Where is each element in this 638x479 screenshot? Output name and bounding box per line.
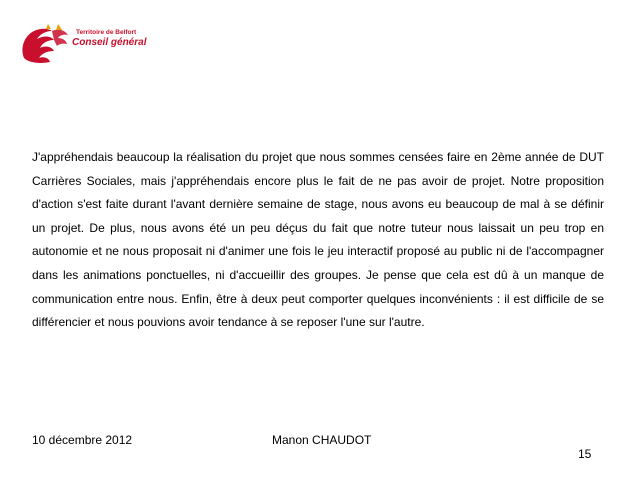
- logo-text-conseil: Conseil général: [72, 37, 147, 48]
- footer-date: 10 décembre 2012: [32, 433, 133, 447]
- logo: [18, 22, 148, 66]
- footer-author: Manon CHAUDOT: [272, 433, 372, 447]
- body-paragraph: J'appréhendais beaucoup la réalisation du projet que nous sommes censées faire en 2ème année de DUT Carrières Sociales, mais j'appréhendais encore plus le fait de ne pas avoir de projet. Notre proposition d'action s'est faite durant l'avant dernière semaine de stage, nous avons eu beaucoup de mal à se définir un projet. De plus, nous avons été un peu déçus du fait que notre tuteur nous laissait un peu trop en autonomie et ne nous proposait ni d'animer une fois le jeu interactif proposé au public ni de l'accompagner dans les animations ponctuelles, ni d'accueillir des groupes. Je pense que cela est dû à un manque de communication entre nous. Enfin, être à deux peut comporter quelques inconvénients : il est difficile de se différencier et nous pouvions avoir tendance à se reposer l'une sur l'autre.: [32, 150, 604, 330]
- lion-emblem-icon: [18, 22, 74, 66]
- logo-text-territoire: Territoire de Belfort: [76, 29, 137, 36]
- page-number: 15: [578, 447, 592, 461]
